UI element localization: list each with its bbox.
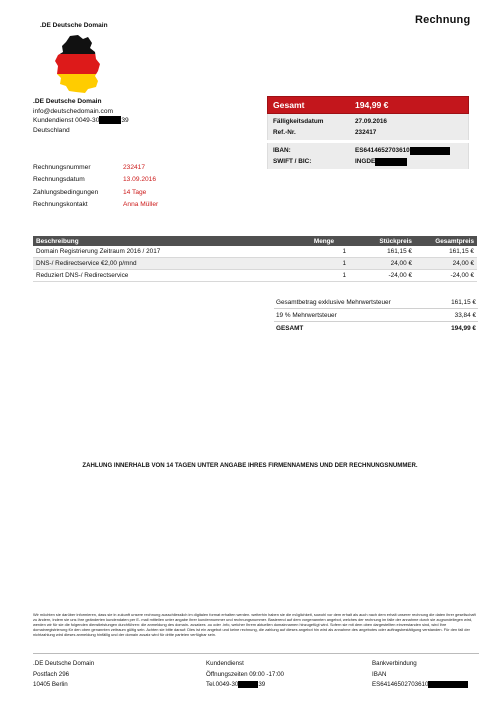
footer-company-city: 10405 Berlin (33, 681, 68, 688)
meta-value: Anna Müller (123, 201, 159, 209)
totals-row (274, 296, 478, 309)
cell-quantity: 1 (299, 246, 349, 258)
line-items-table (33, 236, 477, 282)
footer-bank-iban (372, 680, 468, 691)
phone-suffix: 39 (258, 681, 266, 688)
summary-total-label: Gesamt (273, 100, 305, 110)
meta-label: Rechnungsnummer (33, 163, 91, 171)
cell-description: Reduziert DNS-/ Redirectservice (33, 270, 299, 282)
meta-value: 232417 (123, 163, 146, 171)
payment-notice: ZAHLUNG INNERHALB VON 14 TAGEN UNTER ANGABE IHRES FIRMENNAMENS UND DER RECHNUNGSNUMMER. (82, 462, 418, 469)
germany-map-flag-icon (48, 34, 108, 94)
payment-summary (267, 96, 469, 169)
summary-dates (267, 114, 469, 140)
cell-description: Domain Registrierung Zeitraum 2016 / 2017 (33, 246, 299, 258)
swift-value: INGDE (355, 158, 376, 165)
sender-name: .DE Deutsche Domain (33, 98, 102, 105)
gross-label: GESAMT (276, 324, 304, 332)
ref-value: 232417 (355, 129, 377, 136)
footer-company-postbox: Postfach 296 (33, 670, 70, 678)
cell-unit-price: 161,15 € (349, 246, 415, 258)
summary-row (268, 156, 468, 167)
footer-iban-value: ES64146502703610 (372, 681, 429, 688)
meta-value: 14 Tage (123, 188, 147, 196)
cell-quantity: 1 (299, 258, 349, 270)
sender-address (33, 97, 129, 135)
footer-divider (33, 653, 479, 654)
sender-email: info@deutschedomain.com (33, 107, 114, 115)
footer-bank-iban-label: IBAN (372, 670, 387, 678)
redaction-bar (410, 147, 450, 155)
footer-bank (372, 659, 468, 691)
meta-label: Rechnungskontakt (33, 201, 88, 209)
iban-label: IBAN: (273, 147, 291, 154)
meta-row (33, 161, 158, 174)
col-header-total: Gesamtpreis (415, 236, 477, 246)
redaction-bar (428, 681, 468, 688)
cell-total: -24,00 € (415, 270, 477, 282)
summary-bank (267, 143, 469, 169)
summary-row (268, 127, 468, 138)
col-header-unit-price: Stückpreis (349, 236, 415, 246)
due-date-label: Fälligkeitsdatum (273, 118, 324, 125)
footer-company (33, 659, 94, 691)
meta-label: Rechnungsdatum (33, 176, 85, 184)
gross-value: 194,99 € (451, 324, 476, 332)
vat-value: 33,84 € (454, 311, 476, 319)
totals-row (274, 309, 478, 322)
meta-row (33, 186, 158, 199)
summary-row (268, 145, 468, 156)
footer-service-title: Kundendienst (206, 660, 244, 667)
cell-description: DNS-/ Redirectservice €2,00 p/mnd (33, 258, 299, 270)
phone-suffix: 39 (121, 117, 129, 125)
table-header-row (33, 236, 477, 246)
footer-service-phone (206, 680, 284, 691)
phone-prefix: Kundendienst 0049-30 (33, 117, 100, 125)
summary-total-value: 194,99 € (355, 100, 389, 110)
sender-country: Deutschland (33, 126, 70, 134)
net-value: 161,15 € (451, 298, 476, 306)
cell-total: 24,00 € (415, 258, 477, 270)
phone-prefix: Tel.0049-30 (206, 681, 239, 688)
table-row (33, 246, 477, 258)
legal-text: Wir möchten sie darüber informieren, dass sie in zukunft unsere rechnung ausschliesslich im digitalen format erhalten werden. weiterhin haben sie die möglichkeit, sowohl vor dem erhalt als auch nach dem erhalt unserer rechnung die daten ihrer gesellschaft zu ändern, indem sie uns Ihre geänderten kundendaten per E- mail mitteilen unter angabe ihrer kundennummer und rechnungsnummer. Basierend auf dem vorgenannten angebot, welches der rechnung im falle der annahme durch sie zugrundeliegen wird, werden wir für sie die folgenden dienstleistungen durchführen: die anmeldung des domain- zusatzes .ou oder .info, welcher Ihrem aktuellen domainnamen hinzugefügt wird. Sofern sie mit dem oben dargestellten einverstanden sind, wird Ihre domainregistrierung für den oben genannten zeitraum gültig sein. Achten sie bitte darauf: Dies ist ein angebot und keine rechnung, die zahlung auf dieses angebot hin wird als annahme des angebotes oder auftragsbestätigung verstanden. Für den fall der nichtzahlung wird dieses anmeldung hinfällig und der domain zusatz wird für dritte parteien verfügbar sein. (33, 612, 476, 638)
meta-row (33, 174, 158, 187)
redaction-bar (375, 158, 407, 166)
due-date-value: 27.09.2016 (355, 118, 387, 125)
vat-label: 19 % Mehrwertsteuer (276, 311, 337, 319)
summary-total-bar (267, 96, 469, 114)
redaction-bar (99, 116, 121, 124)
sender-phone (33, 116, 129, 126)
table-row (33, 270, 477, 282)
totals-block (274, 296, 478, 334)
iban-value: ES6414652703610 (355, 147, 410, 154)
totals-row (274, 322, 478, 334)
swift-label: SWIFT / BIC: (273, 158, 312, 165)
footer-service (206, 659, 284, 691)
table-row (33, 258, 477, 270)
footer-bank-title: Bankverbindung (372, 660, 417, 667)
ref-label: Ref.-Nr. (273, 129, 296, 136)
redaction-bar (238, 681, 258, 688)
cell-unit-price: -24,00 € (349, 270, 415, 282)
meta-value: 13.09.2016 (123, 176, 157, 184)
footer-service-hours: Öffnungszeiten 09:00 -17:00 (206, 670, 284, 678)
summary-row (268, 116, 468, 127)
brand-name: .DE Deutsche Domain (40, 22, 108, 29)
meta-row (33, 199, 158, 212)
col-header-description: Beschreibung (33, 236, 299, 246)
net-label: Gesamtbetrag exklusive Mehrwertsteuer (276, 298, 391, 306)
meta-label: Zahlungsbedingungen (33, 188, 99, 196)
invoice-meta (33, 161, 158, 211)
cell-quantity: 1 (299, 270, 349, 282)
cell-unit-price: 24,00 € (349, 258, 415, 270)
footer-company-name: .DE Deutsche Domain (33, 660, 95, 667)
col-header-quantity: Menge (299, 236, 349, 246)
cell-total: 161,15 € (415, 246, 477, 258)
document-title: Rechnung (415, 14, 471, 26)
